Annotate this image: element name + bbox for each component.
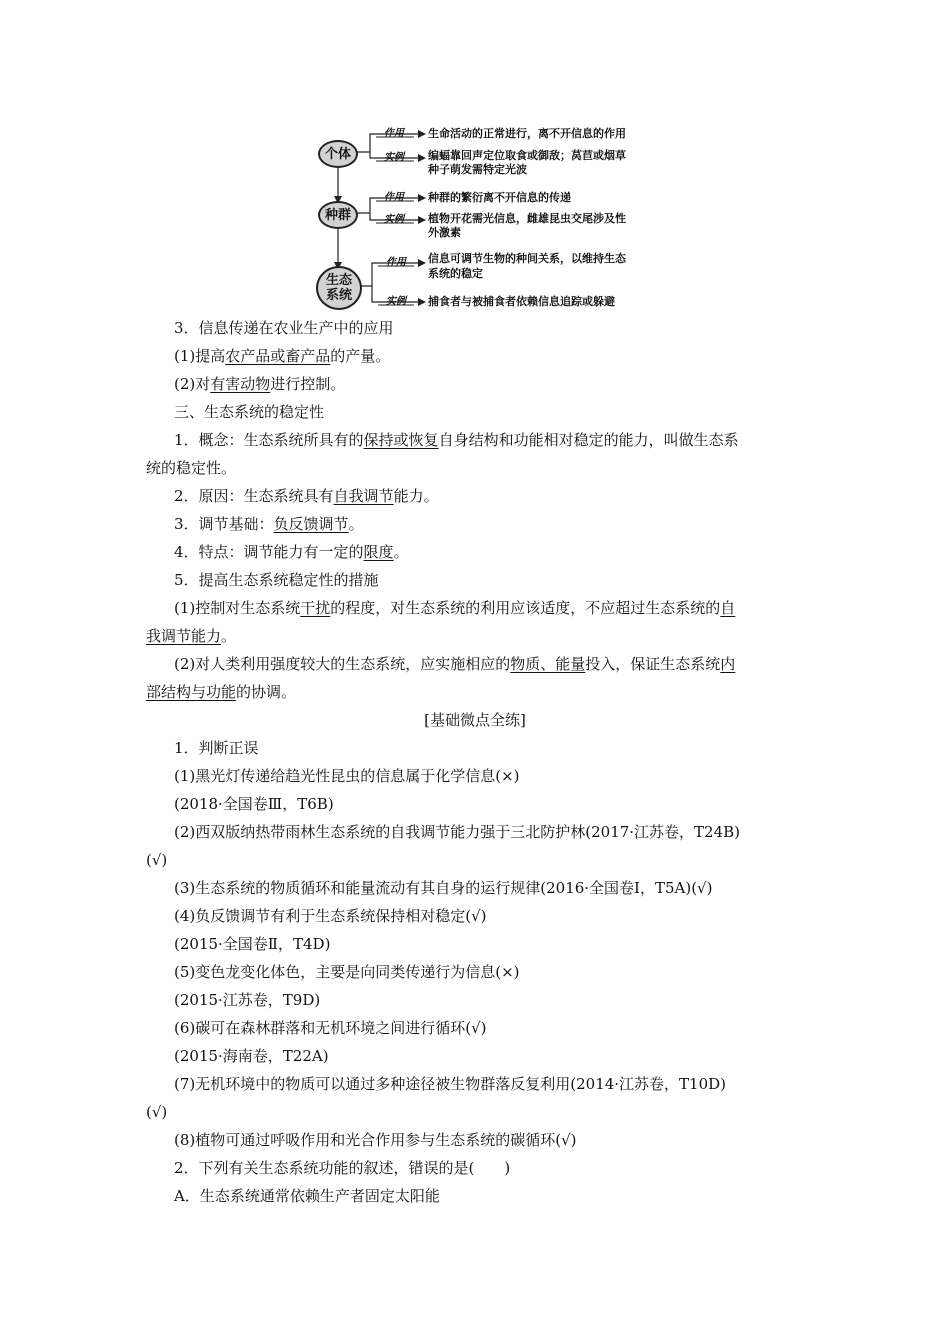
- level-individual-node: [318, 140, 358, 168]
- population-example-text-1: 植物开花需光信息，雌雄昆虫交尾涉及性: [428, 212, 626, 225]
- individual-example-text-1: 编蝠靠回声定位取食或御敌；莴苣或烟草: [428, 149, 626, 162]
- answer-underline: 有害动物: [210, 375, 271, 393]
- ecosystem-example-text: 捕食者与被捕食者依赖信息追踪或躲避: [428, 295, 615, 308]
- statement-6-source: (2015·海南卷，T22A): [174, 1047, 329, 1065]
- population-role-tag: 作用: [384, 192, 404, 203]
- individual-example-tag: 实例: [384, 152, 404, 163]
- population-example-text-2: 外激素: [428, 226, 461, 239]
- measure-1-cont: 我调节能力。: [146, 627, 237, 645]
- level-ecosystem-node: [316, 266, 362, 310]
- answer-underline: 自: [720, 599, 736, 617]
- statement-5-source: (2015·江苏卷，T9D): [174, 991, 321, 1009]
- answer-underline: 负反馈调节: [273, 515, 349, 533]
- stability-item-5: 5．提高生态系统稳定性的措施: [174, 571, 379, 589]
- answer-underline: 干扰: [300, 599, 331, 617]
- statement-4-source: (2015·全国卷Ⅱ，T4D): [174, 935, 331, 953]
- statement-1: (1)黑光灯传递给趋光性昆虫的信息属于化学信息(×): [174, 767, 520, 785]
- question-1: 1．判断正误: [174, 739, 259, 757]
- ecosystem-role-text-1: 信息可调节生物的种间关系，以维持生态: [428, 252, 626, 265]
- info-transfer-diagram: [310, 118, 690, 314]
- measure-1: (1)控制对生态系统干扰的程度，对生态系统的利用应该适度，不应超过生态系统的自: [174, 599, 736, 617]
- answer-underline: 保持或恢复: [363, 431, 439, 449]
- statement-4: (4)负反馈调节有利于生态系统保持相对稳定(√): [174, 907, 487, 925]
- stability-item-2: 2．原因：生态系统具有自我调节能力。: [174, 487, 439, 505]
- measure-2: (2)对人类利用强度较大的生态系统，应实施相应的物质、能量投入，保证生态系统内: [174, 655, 736, 673]
- individual-role-text: 生命活动的正常进行，离不开信息的作用: [428, 127, 626, 140]
- answer-underline: 部结构与功能: [146, 683, 237, 701]
- statement-2: (2)西双版纳热带雨林生态系统的自我调节能力强于三北防护林(2017·江苏卷，T24B): [174, 823, 741, 841]
- stability-item-1: 1．概念：生态系统所具有的保持或恢复自身结构和功能相对稳定的能力，叫做生态系: [174, 431, 739, 449]
- ecosystem-role-tag: 作用: [386, 257, 406, 268]
- individual-example-text-2: 种子萌发需特定光波: [428, 163, 527, 176]
- sec3-title: 3．信息传递在农业生产中的应用: [174, 319, 394, 337]
- stability-item-4: 4．特点：调节能力有一定的限度。: [174, 543, 409, 561]
- answer-underline: 自我调节: [333, 487, 394, 505]
- practice-heading: [基础微点全练]: [424, 711, 526, 729]
- answer-underline: 内: [720, 655, 736, 673]
- ecosystem-example-tag: 实例: [386, 296, 406, 307]
- measure-2-cont: 部结构与功能的协调。: [146, 683, 297, 701]
- sec3-item-2: (2)对有害动物进行控制。: [174, 375, 346, 393]
- level-individual-label: 个体: [324, 146, 351, 162]
- statement-7: (7)无机环境中的物质可以通过多种途径被生物群落反复利用(2014·江苏卷，T10D): [174, 1075, 727, 1093]
- statement-3: (3)生态系统的物质循环和能量流动有其自身的运行规律(2016·全国卷Ⅰ，T5A)(√): [174, 879, 713, 897]
- statement-7-mark: (√): [146, 1103, 168, 1121]
- sec3-item-1: (1)提高农产品或畜产品的产量。: [174, 347, 391, 365]
- statement-2-mark: (√): [146, 851, 168, 869]
- level-ecosystem-label-2: 系统: [325, 288, 352, 303]
- answer-underline: 农产品或畜产品: [225, 347, 331, 365]
- statement-6: (6)碳可在森林群落和无机环境之间进行循环(√): [174, 1019, 487, 1037]
- level-population-node: [318, 201, 358, 229]
- answer-underline: 我调节能力: [146, 627, 222, 645]
- question-2: 2．下列有关生态系统功能的叙述，错误的是( ): [174, 1159, 511, 1177]
- level-population-label: 种群: [324, 207, 351, 223]
- population-example-tag: 实例: [384, 214, 404, 225]
- stability-heading: 三、生态系统的稳定性: [174, 403, 325, 421]
- individual-role-tag: 作用: [384, 128, 404, 139]
- statement-5: (5)变色龙变化体色，主要是向同类传递行为信息(×): [174, 963, 520, 981]
- answer-underline: 物质、能量: [510, 655, 586, 673]
- answer-underline: 限度: [363, 543, 394, 561]
- population-role-text: 种群的繁衍离不开信息的传递: [428, 191, 571, 204]
- option-a: A．生态系统通常依赖生产者固定太阳能: [174, 1187, 440, 1205]
- statement-1-source: (2018·全国卷Ⅲ，T6B): [174, 795, 334, 813]
- ecosystem-role-text-2: 系统的稳定: [428, 267, 483, 280]
- level-ecosystem-label-1: 生态: [325, 273, 352, 288]
- statement-8: (8)植物可通过呼吸作用和光合作用参与生态系统的碳循环(√): [174, 1131, 577, 1149]
- stability-item-3: 3．调节基础：负反馈调节。: [174, 515, 364, 533]
- stability-item-1-cont: 统的稳定性。: [146, 459, 237, 477]
